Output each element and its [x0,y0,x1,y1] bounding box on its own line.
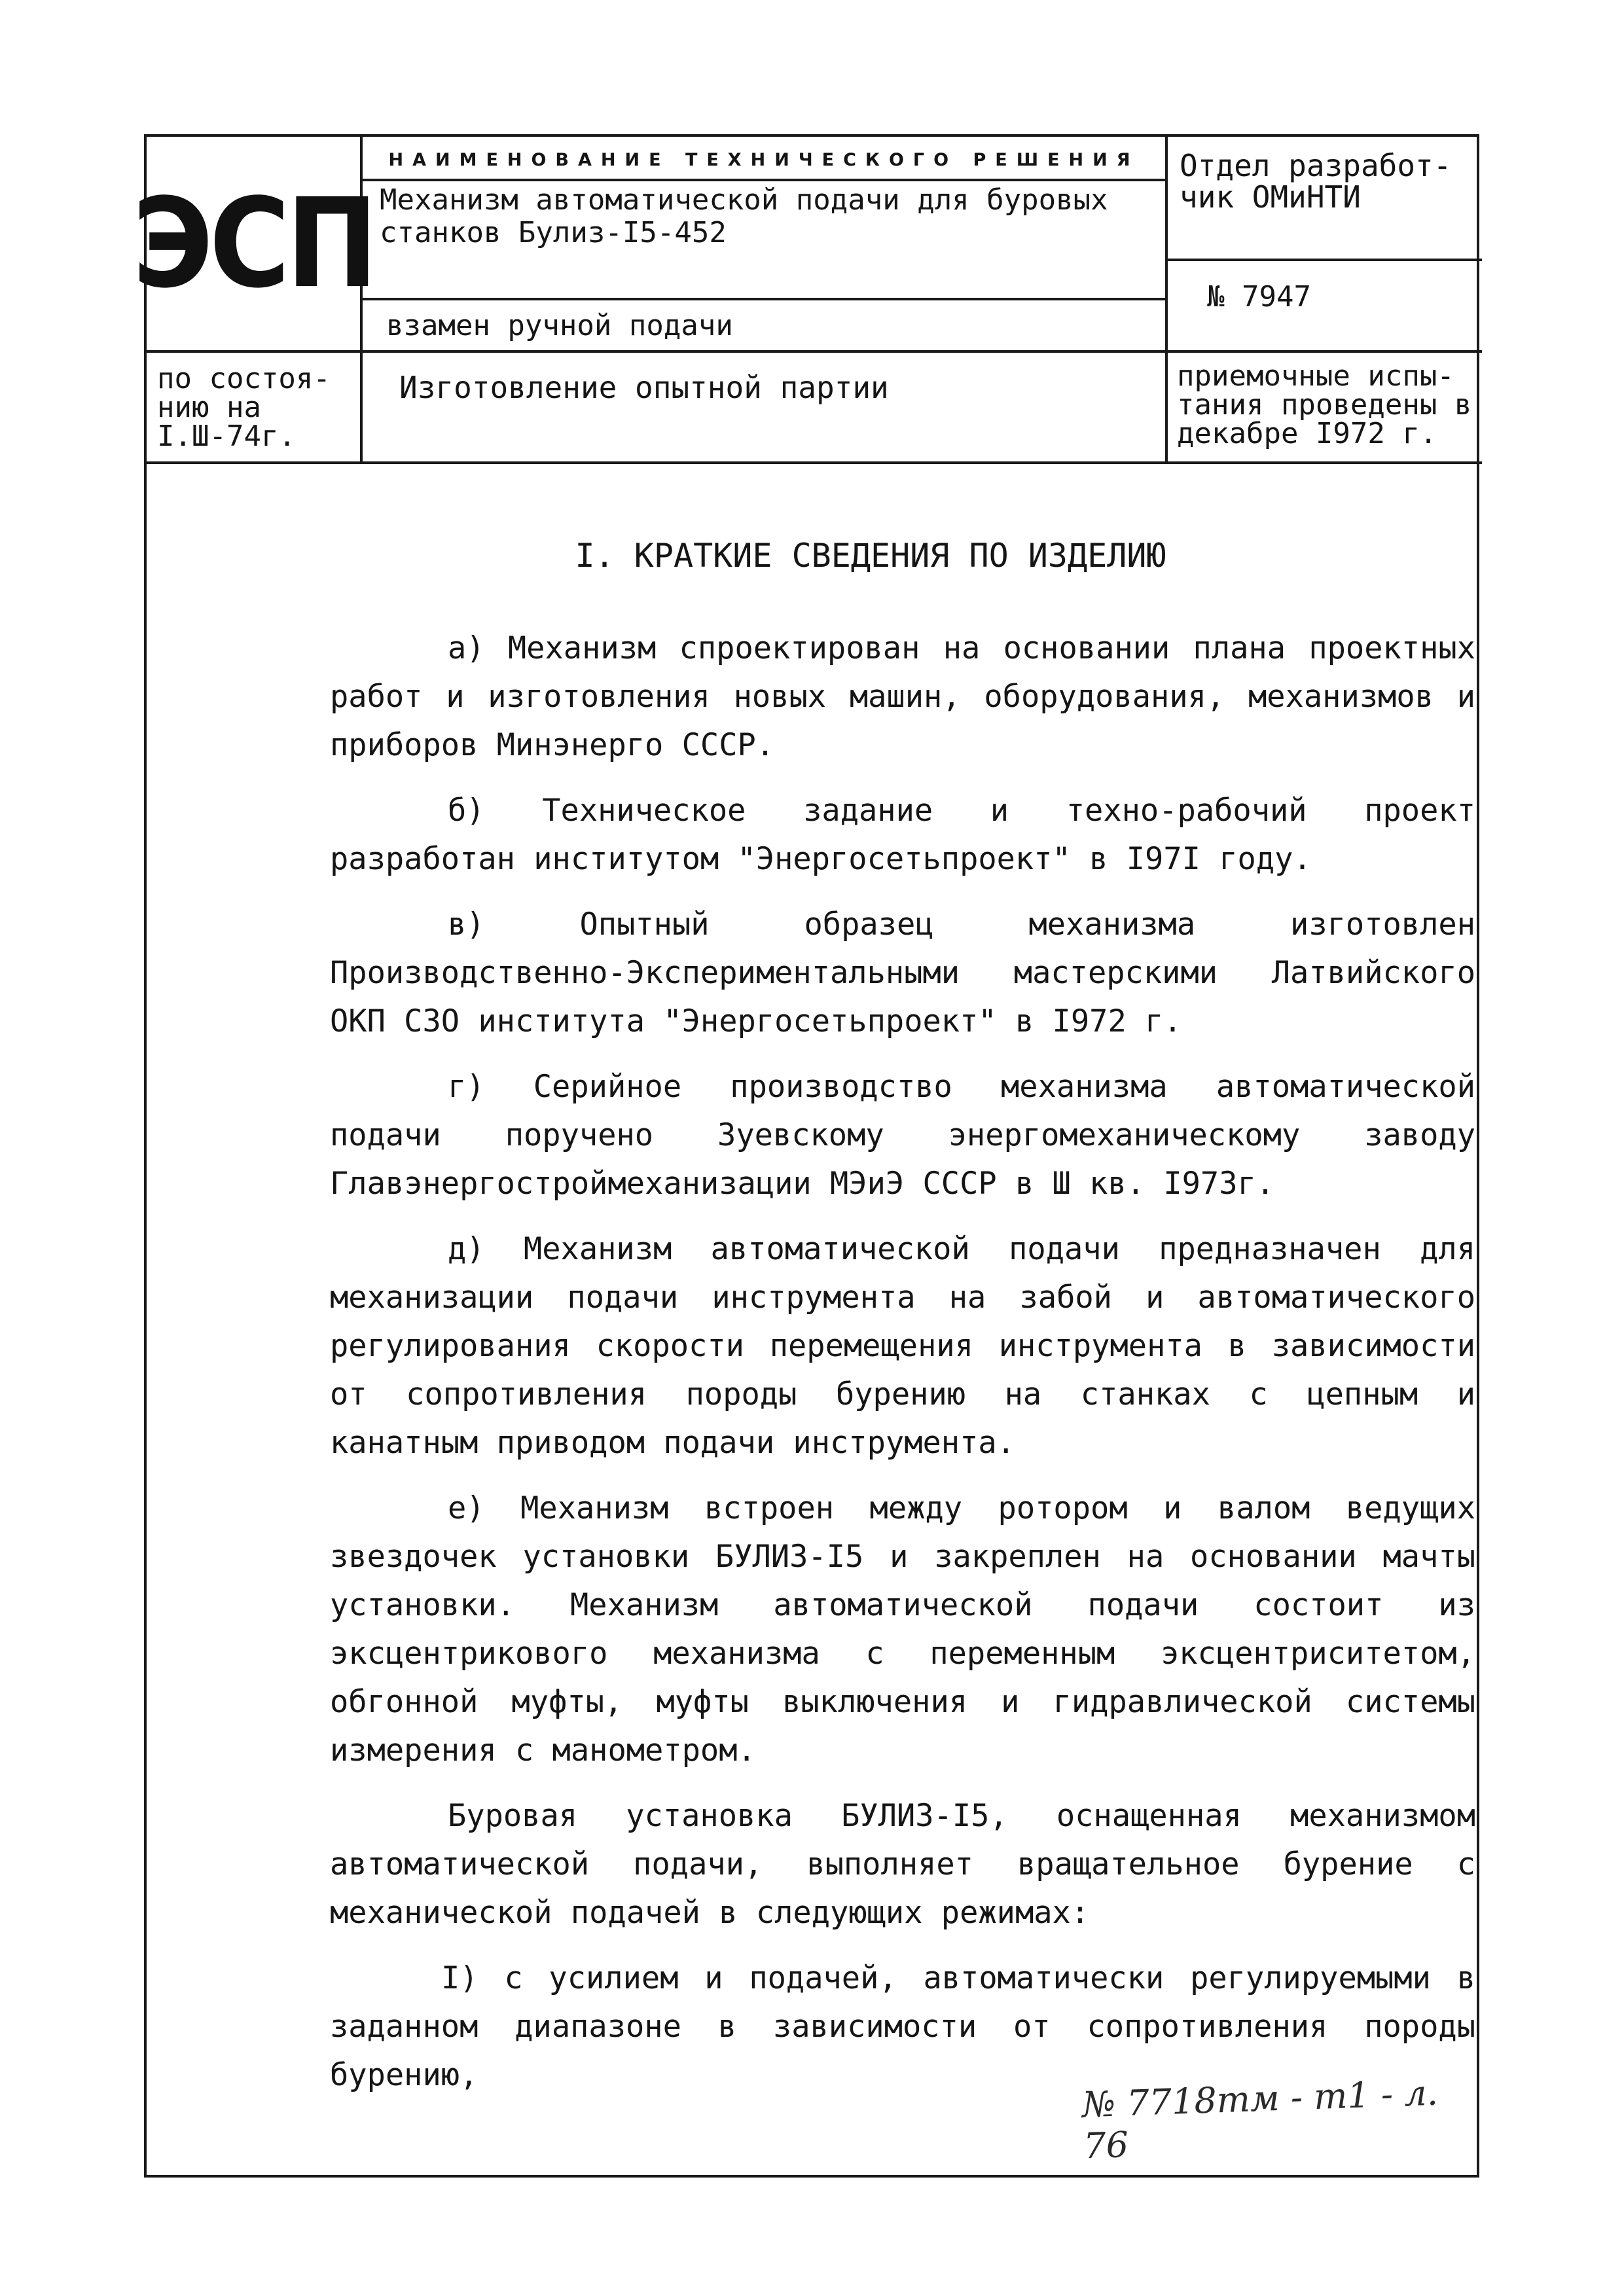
department-cell [1168,137,1482,261]
tests-line2: тания проведены в [1177,388,1472,422]
esp-logo: ЭСП [132,171,374,315]
replaces-text: взамен ручной подачи [386,309,733,342]
paragraph-b: б) Техническое задание и техно-рабочий проект разработан институтом "Энергосетьпроект" в I97I году. [330,793,1475,877]
paragraph-d: г) Серийное производство механизма автоматической подачи поручено Зуевскому энергомеханическому заводу Главэнергостроймеханизации МЭиЭ СССР в Ш кв. I973г. [330,1069,1475,1202]
stage-text: Изготовление опытной партии [399,370,889,405]
department-line1: Отдел разработ- [1180,148,1452,183]
paragraph-c: в) Опытный образец механизма изготовлен Производственно-Экспериментальными мастерскими Латвийского ОКП СЗО института "Энергосетьпроект" в I972 г. [330,906,1475,1039]
department-text [1180,150,1451,213]
number-cell [1168,261,1482,353]
replaces-cell [363,300,1168,353]
document-number: № 7947 [1207,280,1311,314]
department-line2: чик ОМиНТИ [1180,179,1361,215]
paragraph-mode-1: I) с усилием и подачей, автоматически регулируемыми в заданном диапазоне в зависимости от сопротивления породы бурению, [330,1960,1475,2093]
state-line2: нию на [157,391,261,424]
solution-title-line2: станков Булиз-I5-452 [380,216,727,249]
tests-line1: приемочные испы- [1177,359,1454,393]
tests-line3: декабре I972 г. [1177,417,1437,450]
handwritten-archive-note: № 7718тм - т1 - л. 76 [1081,2072,1439,2167]
state-line1: по состоя- [157,362,331,395]
paragraph-f: е) Механизм встроен между ротором и валом ведущих звездочек установки БУЛИЗ-I5 и закреплен на основании мачты установки. Механизм автоматической подачи состоит из эксцентрикового механизма с переменным эксцентриситетом, обгонной муфты, муфты выключения и гидравлической системы измерения с манометром. [330,1490,1475,1768]
logo-cell [132,137,374,353]
state-date [157,362,331,453]
solution-title-line1: Механизм автоматической подачи для буровых [380,183,1108,217]
paragraph-e: д) Механизм автоматической подачи предназначен для механизации подачи инструмента на забой и автоматического регулирования скорости перемещения инструмента в зависимости от сопротивления породы бурению на станках с цепным и канатным приводом подачи инструмента. [330,1231,1475,1461]
paragraph-a: а) Механизм спроектирован на основании плана проектных работ и изготовления новых машин, оборудования, механизмов и приборов Минэнерго СССР. [330,630,1475,763]
tests-cell [1168,353,1482,464]
state-line3: I.Ш-74г. [157,420,296,453]
document-sheet [132,134,1479,2178]
section-title: I. КРАТКИЕ СВЕДЕНИЯ ПО ИЗДЕЛИЮ [575,537,1166,575]
title-label: НАИМЕНОВАНИЕ ТЕХНИЧЕСКОГО РЕШЕНИЯ [363,142,1165,181]
paragraph-drilling-rig: Буровая установка БУЛИЗ-I5, оснащенная механизмом автоматической подачи, выполняет вращательное бурение с механической подачей в следующих режимах: [330,1798,1475,1931]
state-cell [147,353,363,464]
body-text [330,624,1475,2117]
solution-title [380,184,1159,249]
stage-cell [363,353,1168,464]
title-cell [363,137,1168,300]
tests-text [1177,359,1472,450]
